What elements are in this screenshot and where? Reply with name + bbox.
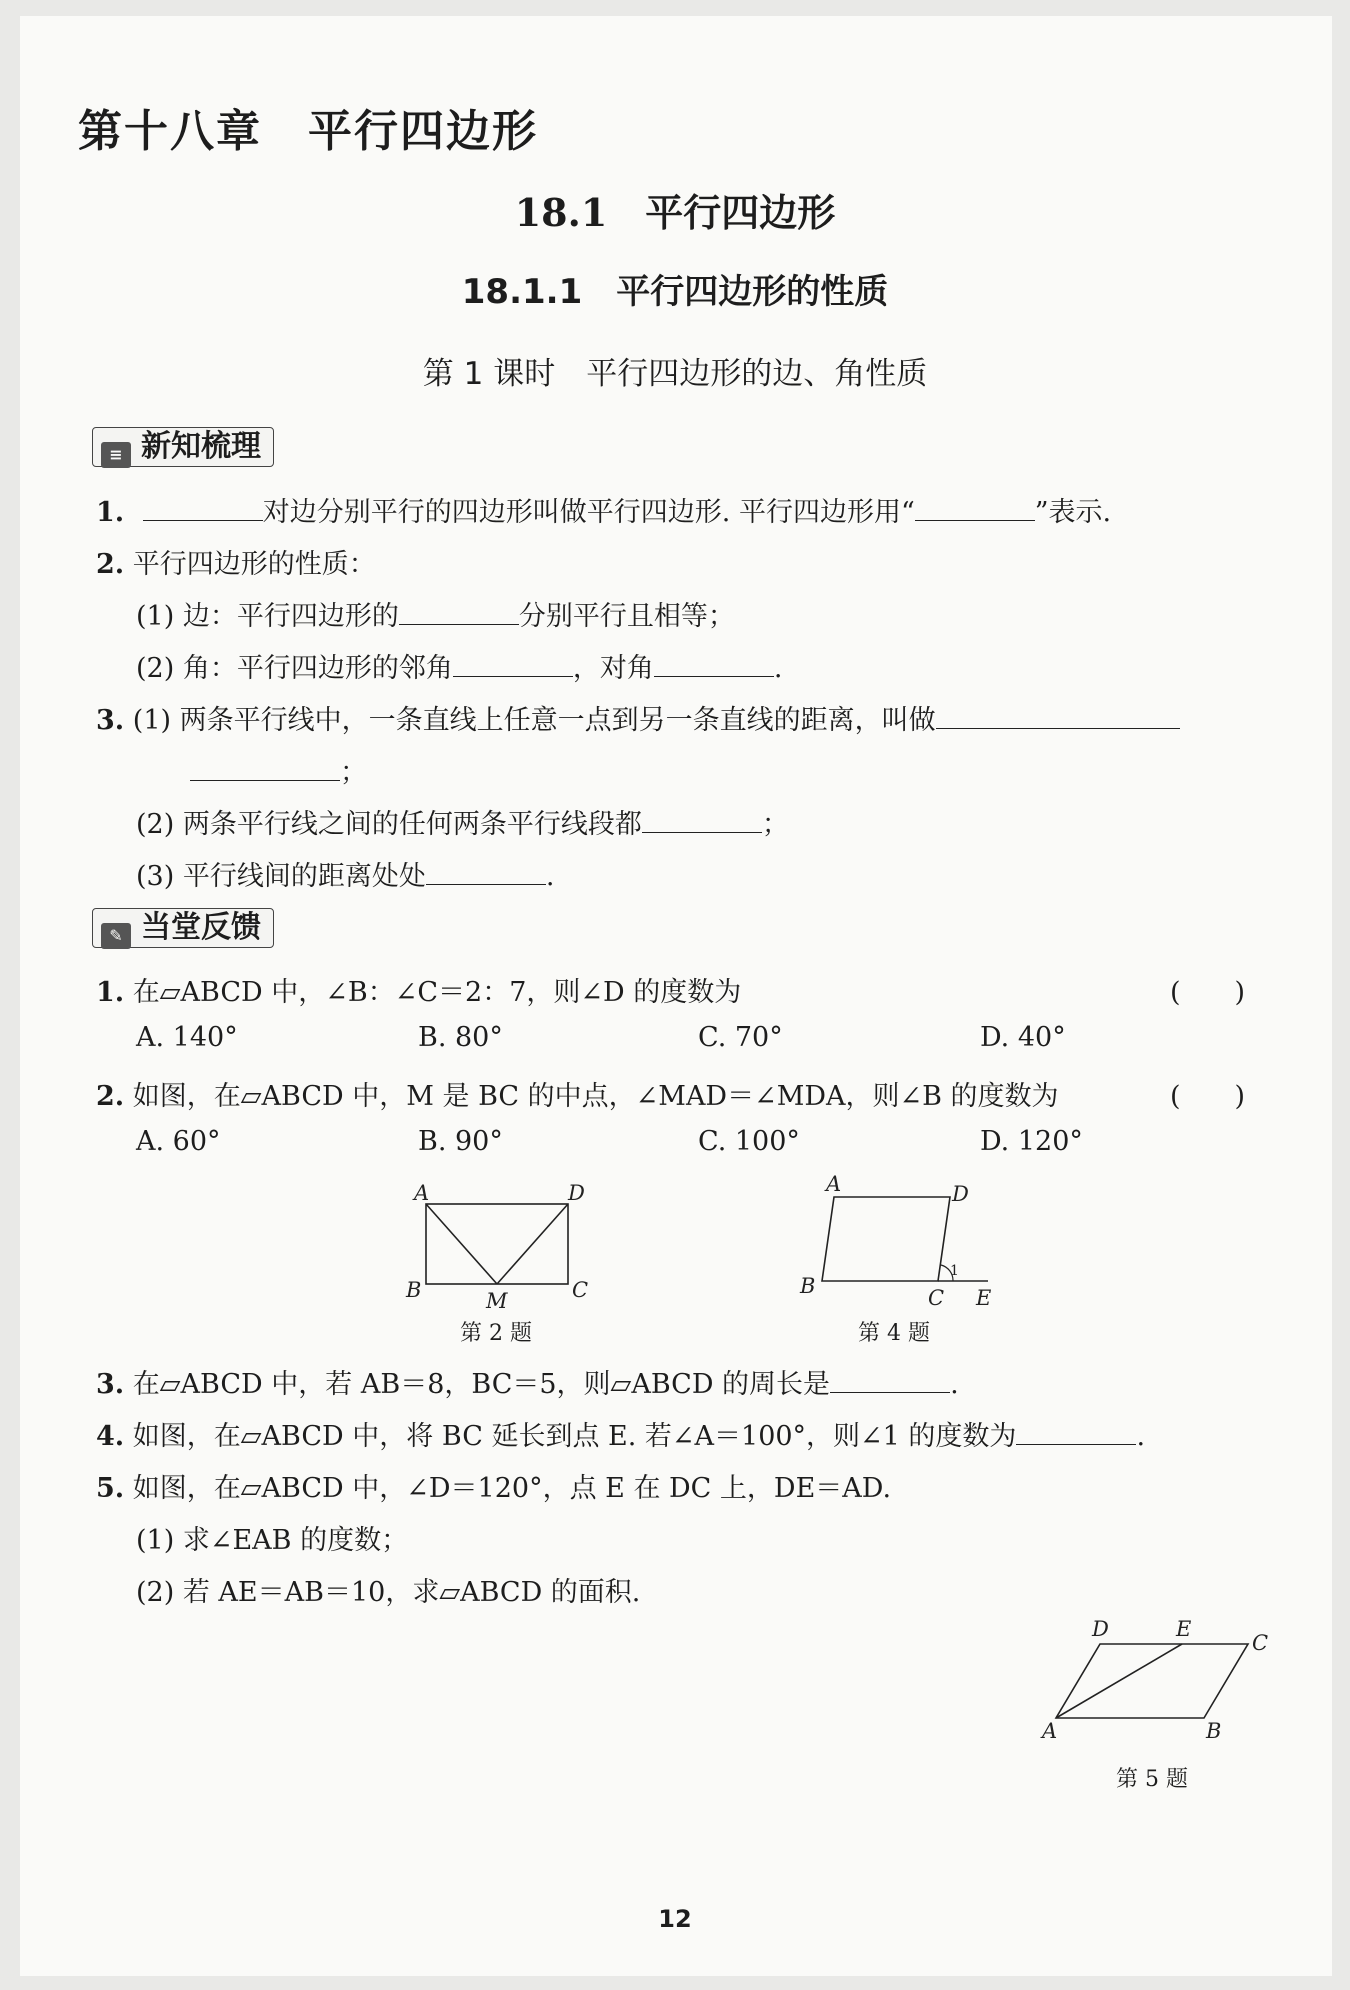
knowledge-q2-1: (1) 边：平行四边形的 分别平行且相等；: [136, 601, 735, 632]
feedback-q2: 2. 如图，在▱ABCD 中，M 是 BC 的中点，∠MAD＝∠MDA，则∠B 的度数为: [96, 1081, 1059, 1112]
answer-blank[interactable]: [1016, 1443, 1136, 1445]
label-c: C: [1252, 1631, 1269, 1655]
feedback-banner: ✎ 当堂反馈: [92, 908, 274, 948]
answer-blank[interactable]: [426, 883, 546, 885]
answer-blank[interactable]: [915, 519, 1035, 521]
segment-ae: [1056, 1644, 1182, 1718]
answer-blank[interactable]: [654, 675, 774, 677]
label-d: D: [568, 1181, 585, 1205]
book-icon: ≡: [101, 442, 131, 468]
knowledge-q3-1-cont: ；: [190, 750, 367, 789]
label-a: A: [1042, 1719, 1058, 1743]
option-b[interactable]: B. 90°: [418, 1126, 503, 1157]
label-a: A: [414, 1181, 430, 1205]
knowledge-banner: ≡ 新知梳理: [92, 427, 274, 467]
figure-q2: [400, 1180, 600, 1325]
option-d[interactable]: D. 120°: [980, 1126, 1083, 1157]
knowledge-q1: 1. 对边分别平行的四边形叫做平行四边形. 平行四边形用“ ”表示.: [96, 497, 1112, 528]
option-d[interactable]: D. 40°: [980, 1022, 1066, 1053]
chapter-title: 第十八章 平行四边形: [78, 106, 538, 157]
feedback-q5: 5. 如图，在▱ABCD 中，∠D＝120°，点 E 在 DC 上，DE＝AD.: [96, 1473, 892, 1504]
caption-q5: 第 5 题: [1116, 1767, 1188, 1792]
option-b[interactable]: B. 80°: [418, 1022, 503, 1053]
label-c: C: [928, 1286, 945, 1310]
section-title: 18.1 平行四边形: [514, 190, 836, 235]
option-a[interactable]: A. 60°: [136, 1126, 221, 1157]
label-e: E: [1176, 1620, 1192, 1641]
label-m: M: [486, 1289, 508, 1313]
caption-q4: 第 4 题: [858, 1321, 930, 1346]
figure-q5: [1030, 1620, 1280, 1755]
option-c[interactable]: C. 100°: [698, 1126, 800, 1157]
knowledge-q2-2: (2) 角：平行四边形的邻角 ，对角 .: [136, 653, 783, 684]
page-number: 12: [658, 1905, 692, 1933]
knowledge-q3-1: 3. (1) 两条平行线中，一条直线上任意一点到另一条直线的距离，叫做: [96, 698, 1180, 737]
rectangle-abcd: [426, 1204, 568, 1284]
knowledge-q3-3: (3) 平行线间的距离处处 .: [136, 861, 555, 892]
option-a[interactable]: A. 140°: [136, 1022, 238, 1053]
parallelogram-abcd: [1056, 1644, 1248, 1718]
lesson-title: 第 1 课时 平行四边形的边、角性质: [422, 356, 928, 392]
parallelogram-abcd: [822, 1197, 950, 1281]
answer-blank[interactable]: [642, 831, 762, 833]
label-d: D: [952, 1182, 969, 1206]
feedback-q4: 4. 如图，在▱ABCD 中，将 BC 延长到点 E. 若∠A＝100°，则∠1 的度数为 .: [96, 1421, 1146, 1452]
answer-paren[interactable]: ( ): [1170, 977, 1246, 1008]
answer-blank[interactable]: [936, 727, 1180, 729]
feedback-q5-1: (1) 求∠EAB 的度数；: [136, 1525, 409, 1556]
label-b: B: [1206, 1719, 1222, 1743]
segment-dm: [497, 1204, 568, 1284]
segment-am: [426, 1204, 497, 1284]
feedback-q5-2: (2) 若 AE＝AB＝10，求▱ABCD 的面积.: [136, 1577, 641, 1608]
answer-paren[interactable]: ( ): [1170, 1081, 1246, 1112]
knowledge-q3-2: (2) 两条平行线之间的任何两条平行线段都 ；: [136, 809, 789, 840]
label-a: A: [826, 1175, 842, 1196]
answer-blank[interactable]: [830, 1391, 950, 1393]
answer-blank[interactable]: [143, 519, 263, 521]
figure-q4: [790, 1175, 1020, 1320]
label-angle-1: 1: [950, 1263, 959, 1279]
caption-q2: 第 2 题: [460, 1321, 532, 1346]
label-b: B: [800, 1274, 816, 1298]
answer-blank[interactable]: [190, 779, 340, 781]
knowledge-q2: 2. 平行四边形的性质：: [96, 549, 376, 580]
pencil-icon: ✎: [101, 923, 131, 949]
feedback-q3: 3. 在▱ABCD 中，若 AB＝8，BC＝5，则▱ABCD 的周长是 .: [96, 1369, 959, 1400]
answer-blank[interactable]: [453, 675, 573, 677]
label-d: D: [1092, 1620, 1109, 1641]
label-c: C: [572, 1278, 589, 1302]
label-e: E: [976, 1286, 992, 1310]
feedback-q1: 1. 在▱ABCD 中，∠B：∠C＝2：7，则∠D 的度数为: [96, 977, 742, 1008]
option-c[interactable]: C. 70°: [698, 1022, 783, 1053]
subsection-title: 18.1.1 平行四边形的性质: [461, 272, 889, 312]
answer-blank[interactable]: [399, 623, 519, 625]
label-b: B: [406, 1278, 422, 1302]
